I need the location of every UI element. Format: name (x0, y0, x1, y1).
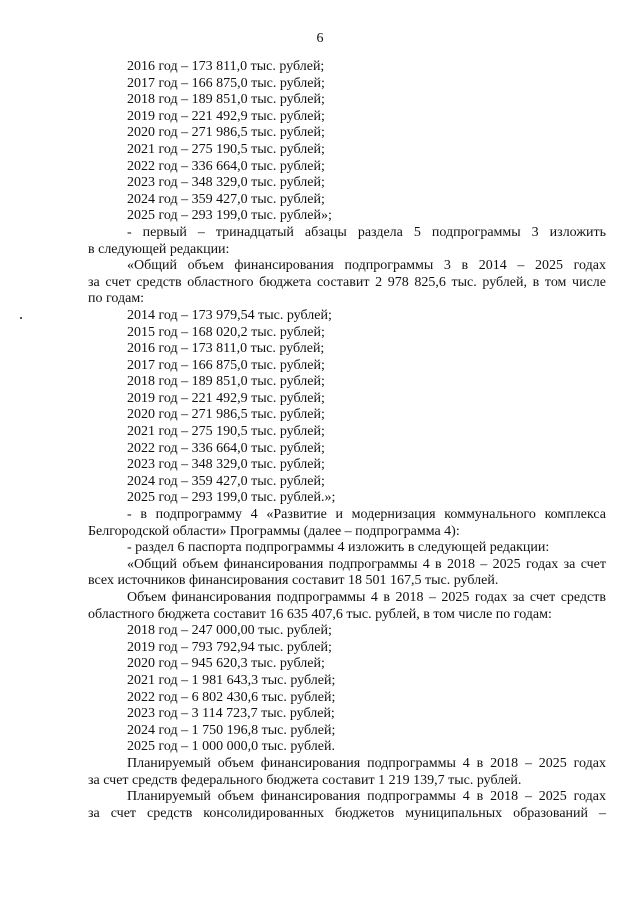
text-line: - первый – тринадцатый абзацы раздела 5 подпрограммы 3 изложить (127, 224, 606, 240)
text-line: 2019 год – 793 792,94 тыс. рублей; (127, 639, 332, 655)
text-line: - в подпрограмму 4 «Развитие и модернизация коммунального комплекса (127, 507, 606, 523)
text-line: 2016 год – 173 811,0 тыс. рублей; (127, 341, 325, 357)
text-line: 2022 год – 336 664,0 тыс. рублей; (127, 158, 325, 174)
text-line: 2019 год – 221 492,9 тыс. рублей; (127, 108, 325, 124)
text-line: 2023 год – 3 114 723,7 тыс. рублей; (127, 706, 335, 722)
page-number: 6 (316, 31, 324, 46)
text-line: областного бюджета составит 16 635 407,6 тыс. рублей, в том числе по годам: (88, 606, 552, 622)
text-line: 2014 год – 173 979,54 тыс. рублей; (127, 307, 332, 323)
text-line: Планируемый объем финансирования подпрограммы 4 в 2018 – 2025 годах (127, 789, 606, 805)
text-line: за счет средств областного бюджета составит 2 978 825,6 тыс. рублей, в том числе (88, 274, 606, 290)
text-line: 2016 год – 173 811,0 тыс. рублей; (127, 59, 325, 74)
margin-mark (20, 317, 22, 319)
text-line: Объем финансирования подпрограммы 4 в 2018 – 2025 годах за счет средств (127, 590, 606, 605)
text-line: 2017 год – 166 875,0 тыс. рублей; (127, 357, 325, 373)
text-line: 2018 год – 189 851,0 тыс. рублей; (127, 374, 325, 390)
text-line: 2021 год – 1 981 643,3 тыс. рублей; (127, 672, 336, 688)
text-line: «Общий объем финансирования подпрограммы 3 в 2014 – 2025 годах (127, 258, 606, 274)
text-line: 2021 год – 275 190,5 тыс. рублей; (127, 424, 325, 440)
text-line: в следующей редакции: (88, 241, 230, 257)
text-line: по годам: (88, 291, 145, 307)
text-line: 2018 год – 247 000,00 тыс. рублей; (127, 623, 332, 639)
text-line: 2019 год – 221 492,9 тыс. рублей; (127, 390, 325, 406)
text-line: 2018 год – 189 851,0 тыс. рублей; (127, 92, 325, 108)
text-line: Белгородской области» Программы (далее – подпрограмма 4): (88, 523, 460, 539)
text-line: 2020 год – 271 986,5 тыс. рублей; (127, 407, 325, 423)
text-line: 2023 год – 348 329,0 тыс. рублей; (127, 457, 325, 473)
text-line: 2017 год – 166 875,0 тыс. рублей; (127, 75, 325, 91)
text-line: за счет средств федерального бюджета составит 1 219 139,7 тыс. рублей. (88, 772, 522, 788)
text-line: 2025 год – 293 199,0 тыс. рублей.»; (127, 490, 336, 506)
text-line: - раздел 6 паспорта подпрограммы 4 изложить в следующей редакции: (127, 540, 550, 556)
text-line: «Общий объем финансирования подпрограммы 4 в 2018 – 2025 годах за счет (127, 556, 606, 572)
text-line: 2021 год – 275 190,5 тыс. рублей; (127, 141, 325, 157)
document-body (88, 59, 606, 822)
text-line: за счет средств консолидированных бюджетов муниципальных образований – (88, 805, 606, 821)
text-line: 2020 год – 945 620,3 тыс. рублей; (127, 656, 325, 672)
text-line: 2024 год – 1 750 196,8 тыс. рублей; (127, 722, 336, 738)
text-line: всех источников финансирования составит 18 501 167,5 тыс. рублей. (88, 573, 499, 589)
text-line: 2025 год – 1 000 000,0 тыс. рублей. (127, 739, 335, 755)
text-line: 2020 год – 271 986,5 тыс. рублей; (127, 125, 325, 141)
text-line: 2023 год – 348 329,0 тыс. рублей; (127, 175, 325, 191)
text-line: 2025 год – 293 199,0 тыс. рублей»; (127, 208, 332, 224)
text-line: 2022 год – 336 664,0 тыс. рублей; (127, 440, 325, 456)
text-line: 2022 год – 6 802 430,6 тыс. рублей; (127, 689, 336, 705)
text-line: 2024 год – 359 427,0 тыс. рублей; (127, 473, 325, 489)
text-line: Планируемый объем финансирования подпрограммы 4 в 2018 – 2025 годах (127, 755, 606, 771)
text-line: 2024 год – 359 427,0 тыс. рублей; (127, 191, 325, 207)
text-line: 2015 год – 168 020,2 тыс. рублей; (127, 324, 325, 340)
